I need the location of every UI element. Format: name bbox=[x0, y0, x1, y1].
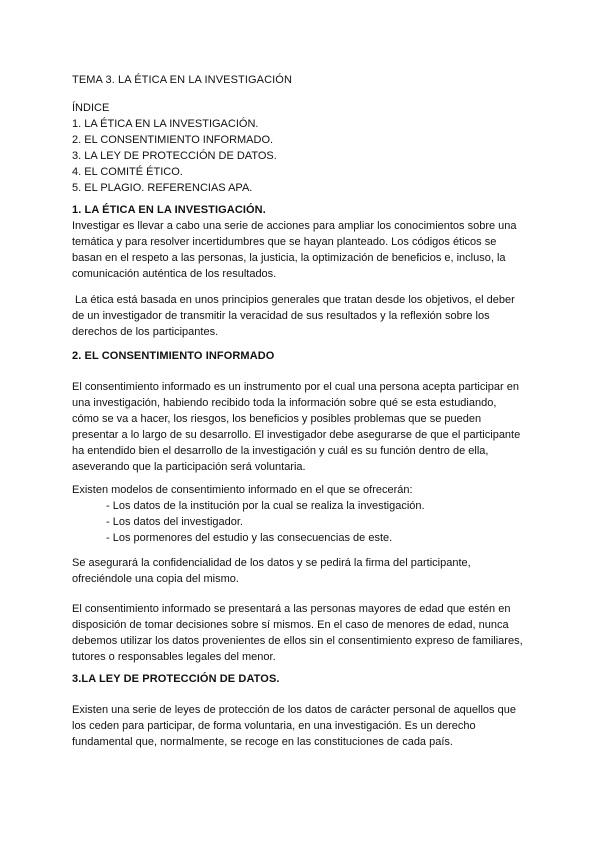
text-line: tutores o responsables legales del menor. bbox=[72, 651, 276, 663]
text-line: fundamental que, normalmente, se recoge en las constituciones de cada país. bbox=[72, 736, 453, 748]
section-1-paragraph-2 bbox=[72, 292, 532, 340]
list-item: - Los pormenores del estudio y las consecuencias de este. bbox=[106, 530, 532, 546]
consent-list bbox=[72, 498, 532, 546]
list-item: - Los datos del investigador. bbox=[106, 514, 532, 530]
list-item: - Los datos de la institución por la cual se realiza la investigación. bbox=[106, 498, 532, 514]
section-3-heading: 3.LA LEY DE PROTECCIÓN DE DATOS. bbox=[72, 673, 280, 685]
text-line: ha entendido bien el desarrollo de la investigación y cuál es su función dentro de ella, bbox=[72, 445, 489, 457]
section-1-paragraph-1 bbox=[72, 218, 532, 282]
text-line: El consentimiento informado es un instrumento por el cual una persona acepta participar en bbox=[72, 381, 519, 393]
index-item: 2. EL CONSENTIMIENTO INFORMADO. bbox=[72, 134, 274, 146]
text-line: Existen una serie de leyes de protección de los datos de carácter personal de aquellos que bbox=[72, 704, 516, 716]
section-2-heading: 2. EL CONSENTIMIENTO INFORMADO bbox=[72, 350, 275, 362]
text-line: Se asegurará la confidencialidad de los datos y se pedirá la firma del participante, bbox=[72, 557, 471, 569]
text-line: presentar a lo largo de su desarrollo. El investigador debe asegurarse de que el participante bbox=[72, 429, 521, 441]
index-item: 5. EL PLAGIO. REFERENCIAS APA. bbox=[72, 182, 253, 194]
text-line: cómo se va a hacer, los riesgos, los beneficios y posibles problemas que se pueden bbox=[72, 413, 482, 425]
section-2-paragraph-3 bbox=[72, 555, 532, 587]
section-2-paragraph-4 bbox=[72, 601, 532, 665]
document-title: TEMA 3. LA ÉTICA EN LA INVESTIGACIÓN bbox=[72, 74, 293, 86]
section-1 bbox=[72, 204, 532, 216]
text-line: El consentimiento informado se presentará a las personas mayores de edad que estén en bbox=[72, 603, 511, 615]
text-line: basan en el respeto a las personas, la justicia, la optimización de beneficios e, incluso, la bbox=[72, 252, 506, 264]
index-heading: ÍNDICE bbox=[72, 102, 110, 114]
section-2 bbox=[72, 350, 532, 362]
text-line: temática y para resolver incertidumbres que se hayan planteado. Los códigos éticos se bbox=[72, 236, 497, 248]
index-item: 3. LA LEY DE PROTECCIÓN DE DATOS. bbox=[72, 150, 277, 162]
text-line: Existen modelos de consentimiento informado en el que se ofrecerán: bbox=[72, 484, 413, 496]
text-line: derechos de los participantes. bbox=[72, 326, 219, 338]
section-3-paragraph-1 bbox=[72, 702, 532, 750]
text-line: los ceden para participar, de forma voluntaria, en una investigación. Es un derecho bbox=[72, 720, 476, 732]
section-1-heading: 1. LA ÉTICA EN LA INVESTIGACIÓN. bbox=[72, 204, 266, 216]
section-3 bbox=[72, 673, 532, 685]
text-line: La ética está basada en unos principios generales que tratan desde los objetivos, el deber bbox=[72, 294, 515, 306]
text-line: de un investigador de transmitir la veracidad de sus resultados y la reflexión sobre los bbox=[72, 310, 490, 322]
index-item: 4. EL COMITÉ ÉTICO. bbox=[72, 166, 183, 178]
index-section bbox=[72, 100, 277, 196]
text-line: comunicación auténtica de los resultados. bbox=[72, 268, 277, 280]
section-2-paragraph-2 bbox=[72, 482, 532, 546]
text-line: Investigar es llevar a cabo una serie de acciones para ampliar los conocimientos sobre una bbox=[72, 220, 517, 232]
text-line: aseverando que la participación será voluntaria. bbox=[72, 461, 306, 473]
text-line: ofreciéndole una copia del mismo. bbox=[72, 573, 239, 585]
text-line: disposición de tomar decisiones sobre sí mismos. En el caso de menores de edad, nunca bbox=[72, 619, 509, 631]
text-line: una investigación, habiendo recibido toda la información sobre qué se esta estudiando, bbox=[72, 397, 497, 409]
section-2-paragraph-1 bbox=[72, 379, 532, 475]
text-line: debemos utilizar los datos provenientes de ellos sin el consentimiento expreso de familiares, bbox=[72, 635, 523, 647]
index-item: 1. LA ÉTICA EN LA INVESTIGACIÓN. bbox=[72, 118, 259, 130]
